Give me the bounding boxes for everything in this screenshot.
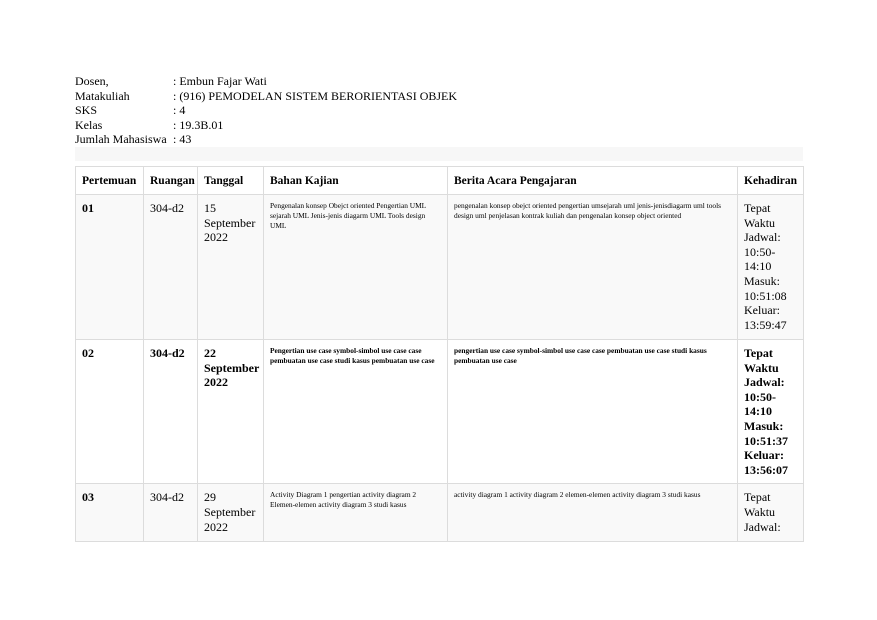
- cell-berita-acara: pengertian use case symbol-simbol use case case pembuatan use case studi kasus pembuatan use case: [448, 340, 738, 484]
- cell-pertemuan: 02: [76, 340, 144, 484]
- cell-kehadiran: Tepat Waktu Jadwal: 10:50-14:10 Masuk: 10:51:37 Keluar: 13:56:07: [738, 340, 804, 484]
- cell-ruangan: 304-d2: [144, 484, 198, 542]
- jumlah-mahasiswa-row: [75, 132, 457, 147]
- cell-pertemuan: 01: [76, 195, 144, 340]
- dosen-label: Dosen,: [75, 74, 109, 88]
- dosen-row: [75, 74, 457, 89]
- table-header-row: [76, 167, 804, 195]
- cell-ruangan: 304-d2: [144, 195, 198, 340]
- header-bahan-kajian: Bahan Kajian: [264, 167, 448, 195]
- cell-bahan-kajian: Pengertian use case symbol-simbol use case case pembuatan use case studi kasus pembuatan use case: [264, 340, 448, 484]
- cell-tanggal: 29 September 2022: [198, 484, 264, 542]
- header-tanggal: Tanggal: [198, 167, 264, 195]
- cell-kehadiran: Tepat Waktu Jadwal:: [738, 484, 804, 542]
- table-row: [76, 340, 804, 484]
- attendance-table: [75, 166, 804, 542]
- table-row: [76, 484, 804, 542]
- jumlah-mahasiswa-label: Jumlah Mahasiswa: [75, 132, 167, 147]
- cell-bahan-kajian: Pengenalan konsep Obejct oriented Pengertian UML sejarah UML Jenis-jenis diagarm UML Tools design UML: [264, 195, 448, 340]
- jumlah-mahasiswa-value: : 43: [173, 132, 192, 147]
- header-kehadiran: Kehadiran: [738, 167, 804, 195]
- sks-label: SKS: [75, 103, 98, 118]
- cell-berita-acara: pengenalan konsep obejct oriented pengertian umsejarah uml jenis-jenisdiagarm uml tools design uml penjelasan kontrak kuliah dan pengenalan konsep object oriented: [448, 195, 738, 340]
- sks-value: : 4: [173, 103, 186, 118]
- header-berita-acara: Berita Acara Pengajaran: [448, 167, 738, 195]
- header-ruangan: Ruangan: [144, 167, 198, 195]
- cell-berita-acara: activity diagram 1 activity diagram 2 elemen-elemen activity diagram 3 studi kasus: [448, 484, 738, 542]
- header-pertemuan: Pertemuan: [76, 167, 144, 195]
- matakuliah-row: [75, 89, 457, 104]
- matakuliah-label: Matakuliah: [75, 88, 130, 103]
- cell-ruangan: 304-d2: [144, 340, 198, 484]
- course-info: [75, 74, 457, 147]
- kelas-value: : 19.3B.01: [173, 117, 224, 132]
- cell-tanggal: 22 September 2022: [198, 340, 264, 484]
- sks-row: [75, 103, 457, 118]
- matakuliah-value: : (916) PEMODELAN SISTEM BERORIENTASI OBJEK: [173, 88, 458, 103]
- dosen-value: : Embun Fajar Wati: [173, 74, 267, 88]
- cell-pertemuan: 03: [76, 484, 144, 542]
- cell-bahan-kajian: Activity Diagram 1 pengertian activity diagram 2 Elemen-elemen activity diagram 3 studi kasus: [264, 484, 448, 542]
- kelas-row: [75, 118, 457, 133]
- cell-kehadiran: Tepat Waktu Jadwal: 10:50-14:10 Masuk: 10:51:08 Keluar: 13:59:47: [738, 195, 804, 340]
- cell-tanggal: 15 September 2022: [198, 195, 264, 340]
- kelas-label: Kelas: [75, 117, 103, 132]
- table-row: [76, 195, 804, 340]
- separator-bar: [75, 147, 803, 161]
